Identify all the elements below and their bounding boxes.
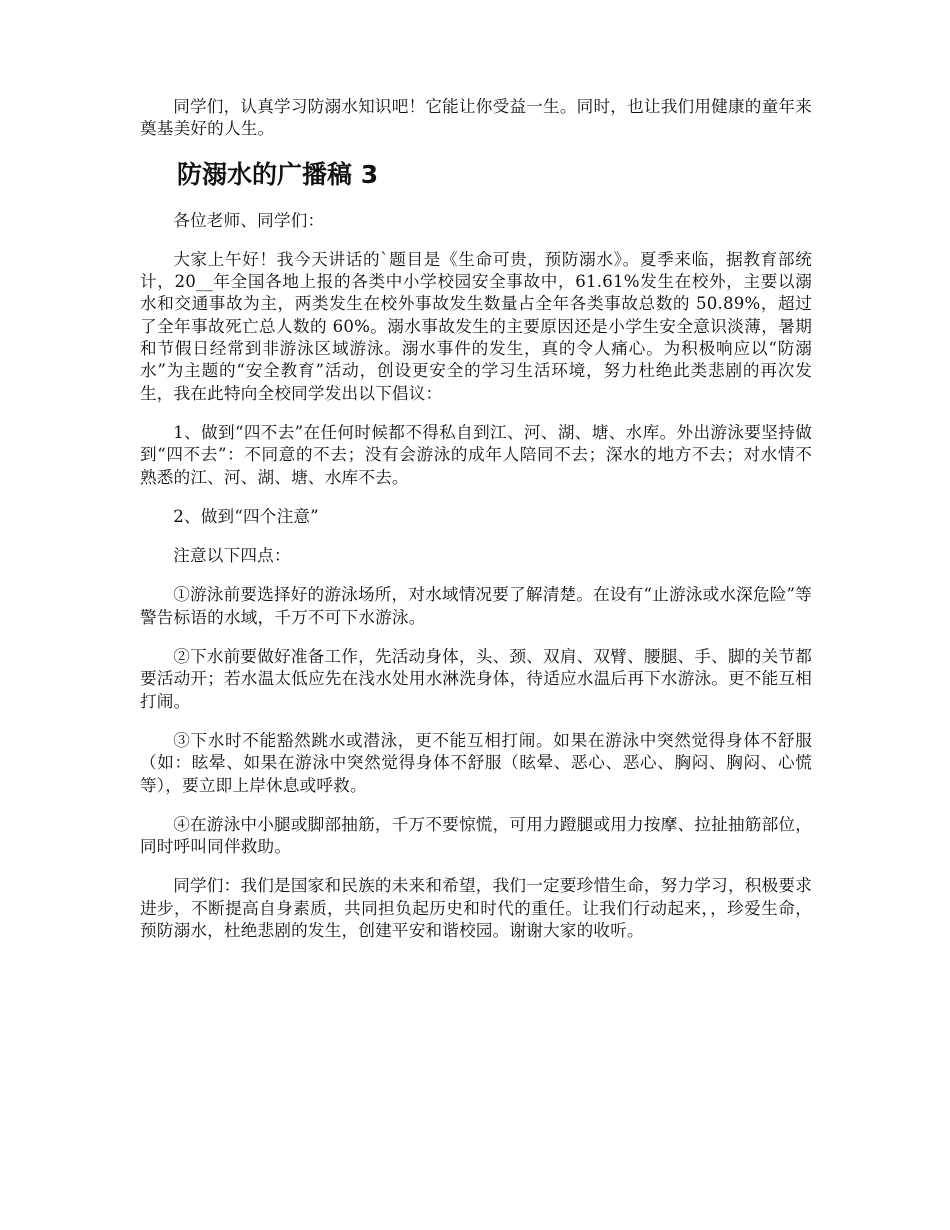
paragraph-point-2: ②下水前要做好准备工作，先活动身体，头、颈、双肩、双臂、腰腿、手、脚的关节都要活动开；若水温太低应先在浅水处用水淋洗身体，待适应水温后再下水游泳。更不能互相打闹。 bbox=[140, 647, 812, 711]
paragraph-point-1: ①游泳前要选择好的游泳场所，对水域情况要了解清楚。在设有“止游泳或水深危险”等警告标语的水域，千万不可下水游泳。 bbox=[140, 585, 812, 627]
paragraph-four-attention: 2、做到“四个注意” bbox=[173, 506, 319, 526]
intro-paragraph: 同学们，认真学习防溺水知识吧！它能让你受益一生。同时，也让我们用健康的童年来奠基美好的人生。 bbox=[140, 97, 812, 139]
paragraph-point-3: ③下水时不能豁然跳水或潜泳，更不能互相打闹。如果在游泳中突然觉得身体不舒服（如：眩晕、如果在游泳中突然觉得身体不舒服（眩晕、恶心、恶心、胸闷、胸闷、心慌等），要立即上岸休息或呼救。 bbox=[140, 730, 812, 795]
paragraph-note-points: 注意以下四点： bbox=[173, 546, 291, 566]
paragraph-opening: 大家上午好！我今天讲话的`题目是《生命可贵，预防溺水》。夏季来临，据教育部统计，20__年全国各地上报的各类中小学校园安全事故中，61.61%发生在校外，主要以溺水和交通事故为主，两类发生在校外事故发生数量占全年各类事故总数的 50.89%，超过了全年事故死亡总人数的 60%。溺水事故发生的主要原因还是小学生安全意识淡薄，暑期和节假日经常到非游泳区域游泳。溺水事件的发生，真的令人痛心。为积极响应以“防溺水”为主题的“安全教育”活动，创设更安全的学习生活环境，努力杜绝此类悲剧的再次发生，我在此特向全校同学发出以下倡议： bbox=[140, 249, 812, 403]
paragraph-closing: 同学们：我们是国家和民族的未来和希望，我们一定要珍惜生命，努力学习，积极要求进步，不断提高自身素质，共同担负起历史和时代的重任。让我们行动起来，，珍爱生命，预防溺水，杜绝悲剧的发生，创建平安和谐校园。谢谢大家的收听。 bbox=[140, 876, 812, 941]
paragraph-greeting: 各位老师、同学们： bbox=[173, 210, 325, 230]
paragraph-four-dont-go: 1、做到“四不去”在任何时候都不得私自到江、河、湖、塘、水库。外出游泳要坚持做到“四不去”：不同意的不去；没有会游泳的成年人陪同不去；深水的地方不去；对水情不熟悉的江、河、湖、塘、水库不去。 bbox=[140, 422, 812, 487]
document-page bbox=[140, 96, 812, 959]
section-heading: 防溺水的广播稿 3 bbox=[177, 159, 379, 189]
paragraph-point-4: ④在游泳中小腿或脚部抽筋，千万不要惊慌，可用力蹬腿或用力按摩、拉扯抽筋部位，同时呼叫同伴救助。 bbox=[140, 814, 812, 857]
